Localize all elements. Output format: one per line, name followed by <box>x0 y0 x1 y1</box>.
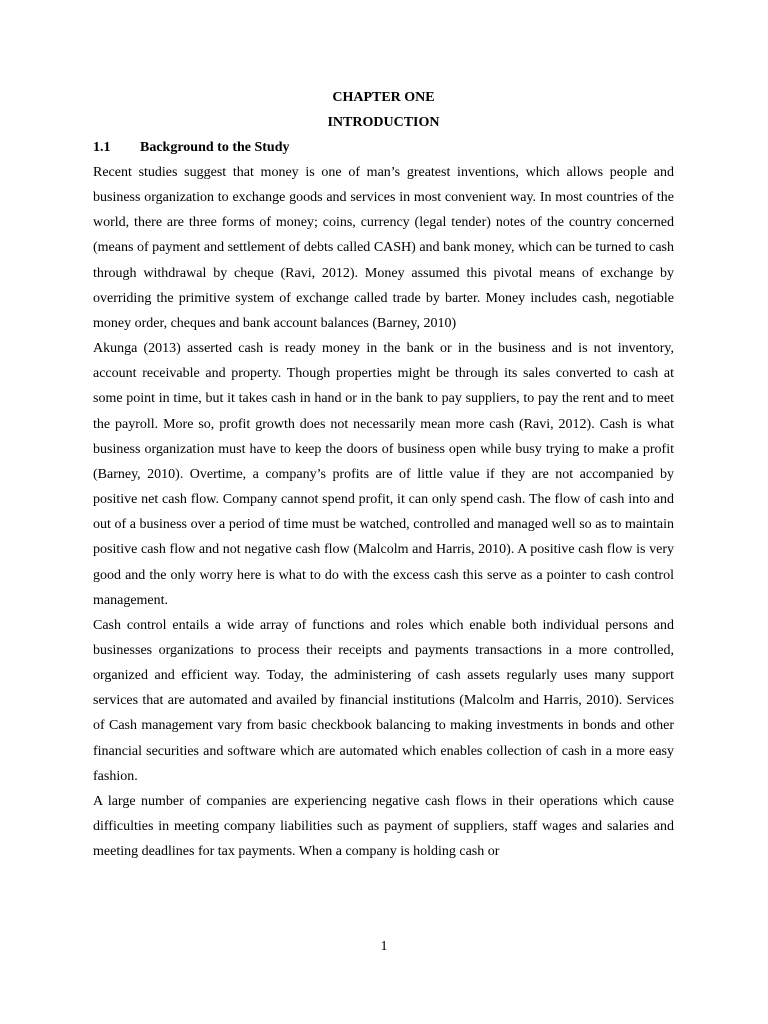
paragraph-cash-control: Cash control entails a wide array of functions and roles which enable both individual persons and businesses organizations to process their receipts and payments transactions in a more controlled, organized and efficient way. Today, the administering of cash assets regularly uses many support services that are automated and availed by financial institutions (Malcolm and Harris, 2010). Services of Cash management vary from basic checkbook balancing to making investments in bonds and other financial securities and software which are automated which enables collection of cash in a more easy fashion. <box>93 617 674 784</box>
paragraph-cash-definition: Akunga (2013) asserted cash is ready money in the bank or in the business and is not inventory, account receivable and property. Though properties might be through its sales converted to cash at some point in time, but it takes cash in hand or in the bank to pay suppliers, to pay the rent and to meet the payroll. More so, profit growth does not necessarily mean more cash (Ravi, 2012). Cash is what business organization must have to keep the doors of business open while busy trying to make a profit (Barney, 2010). Overtime, a company’s profits are of little value if they are not accompanied by positive net cash flow. Company cannot spend profit, it can only spend cash. The flow of cash into and out of a business over a period of time must be watched, controlled and managed well so as to maintain positive cash flow and not negative cash flow (Malcolm and Harris, 2010). A positive cash flow is very good and the only worry here is what to do with the excess cash this serve as a pointer to cash control management. <box>93 341 674 608</box>
section-heading <box>93 135 674 160</box>
chapter-number-heading: CHAPTER ONE <box>332 90 435 105</box>
paragraph-negative-cash-flows: A large number of companies are experiencing negative cash flows in their operations which cause difficulties in meeting company liabilities such as payment of suppliers, staff wages and salaries and meeting deadlines for tax payments. When a company is holding cash or <box>93 793 674 860</box>
chapter-title-heading: INTRODUCTION <box>327 115 440 130</box>
section-title: Background to the Study <box>140 140 290 155</box>
document-page <box>93 85 674 864</box>
page-number: 1 <box>380 939 388 954</box>
paragraph-money-forms: Recent studies suggest that money is one of man’s greatest inventions, which allows people and business organization to exchange goods and services in most convenient way. In most countries of the world, there are three forms of money; coins, currency (legal tender) notes of the country concerned (means of payment and settlement of debts called CASH) and bank money, which can be turned to cash through withdrawal by cheque (Ravi, 2012). Money assumed this pivotal means of exchange by overriding the primitive system of exchange called trade by barter. Money includes cash, negotiable money order, cheques and bank account balances (Barney, 2010) <box>93 165 674 331</box>
section-number: 1.1 <box>93 140 111 155</box>
